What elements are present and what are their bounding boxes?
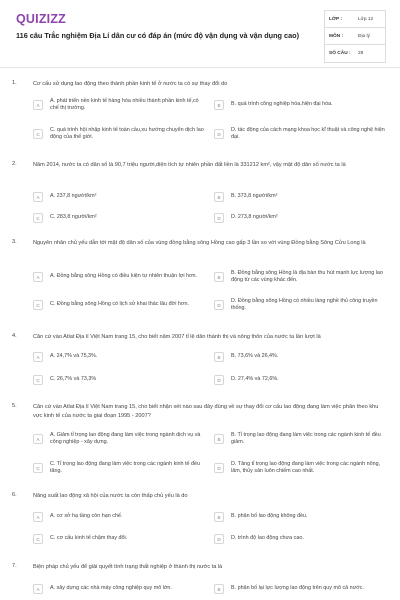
option-c[interactable] xyxy=(33,457,208,479)
option-letter: B xyxy=(214,272,224,282)
option-c[interactable] xyxy=(33,123,208,145)
option-letter: B xyxy=(214,192,224,202)
meta-row-subject xyxy=(325,28,385,45)
option-letter: B xyxy=(214,352,224,362)
option-text: D. trình độ lao động chưa cao. xyxy=(231,535,304,542)
option-text: C. cơ cấu kinh tế chậm thay đổi. xyxy=(50,535,128,542)
option-b[interactable] xyxy=(214,186,389,208)
option-b[interactable] xyxy=(214,578,389,600)
option-text: B. 73,6% và 26,4%. xyxy=(231,353,279,360)
question-text: Biện pháp chủ yếu để giải quyết tình trạng thất nghiệp ở thành thị nước ta là xyxy=(33,564,223,570)
option-a[interactable] xyxy=(33,94,208,116)
option-text: C. 26,7% và 73,3% xyxy=(50,376,97,383)
meta-row-class xyxy=(325,11,385,28)
option-c[interactable] xyxy=(33,369,208,391)
option-a[interactable] xyxy=(33,346,208,368)
meta-value: Địa lý xyxy=(358,33,370,39)
option-b[interactable] xyxy=(214,428,389,450)
meta-row-count xyxy=(325,45,385,62)
option-a[interactable] xyxy=(33,506,208,528)
option-letter: C xyxy=(33,463,43,473)
option-d[interactable] xyxy=(214,528,389,550)
option-text: B. Đồng bằng sông Hồng là địa bàn thu hút mạnh lực lượng lao động từ các vùng khác đến. xyxy=(231,269,383,283)
question-text: Năng suất lao động xã hội của nước ta còn thấp chủ yếu là do xyxy=(33,493,188,499)
option-text: B. phân bố lại lực lượng lao động trên quy mô cả nước. xyxy=(231,585,364,592)
option-letter: D xyxy=(214,534,224,544)
option-letter: A xyxy=(33,352,43,362)
option-letter: A xyxy=(33,192,43,202)
option-text: A. Đồng bằng sông Hồng có điều kiện tự nhiên thuận lợi hơn. xyxy=(50,273,198,280)
option-letter: B xyxy=(214,584,224,594)
option-text: A. 24,7% và 75,3%. xyxy=(50,353,98,360)
question-number: 2. xyxy=(12,161,17,167)
meta-value: Lớp 12 xyxy=(358,16,374,22)
page-header xyxy=(0,0,400,64)
option-b[interactable] xyxy=(214,346,389,368)
option-letter: D xyxy=(214,463,224,473)
quizizz-logo: QUIZIZZ xyxy=(16,12,67,26)
option-text: D. 273,8 người/km² xyxy=(231,214,278,221)
option-text: D. Tăng tỉ trọng lao động đang làm việc trong các ngành nông, lâm, thủy sản luôn chiếm cao nhất. xyxy=(231,460,381,474)
question-number: 4. xyxy=(12,333,17,339)
meta-table xyxy=(324,10,386,63)
option-letter: D xyxy=(214,300,224,310)
option-a[interactable] xyxy=(33,578,208,600)
option-letter: C xyxy=(33,375,43,385)
option-letter: D xyxy=(214,213,224,223)
question-text: Năm 2014, nước ta có dân số là 90,7 triệu người,diện tích tự nhiên phần đất liền là 331212 km², vậy mật độ dân số nước ta là xyxy=(33,162,346,168)
option-text: A. cơ sở hạ tầng còn hạn chế. xyxy=(50,513,123,520)
option-d[interactable] xyxy=(214,207,389,229)
question-text: Cơ cấu sử dụng lao động theo thành phần kinh tế ở nước ta có sự thay đổi do xyxy=(33,81,228,87)
option-letter: A xyxy=(33,584,43,594)
option-b[interactable] xyxy=(214,94,389,116)
option-d[interactable] xyxy=(214,294,389,316)
option-d[interactable] xyxy=(214,123,389,145)
option-a[interactable] xyxy=(33,186,208,208)
meta-label: SỐ CÂU : xyxy=(329,51,351,56)
option-a[interactable] xyxy=(33,266,208,288)
option-letter: B xyxy=(214,434,224,444)
option-c[interactable] xyxy=(33,528,208,550)
option-letter: B xyxy=(214,100,224,110)
option-letter: D xyxy=(214,375,224,385)
option-letter: A xyxy=(33,100,43,110)
option-text: B. Tỉ trọng lao động đang làm việc trong các ngành kinh tế đều giảm. xyxy=(231,431,381,445)
option-text: C. 283,8 người/km² xyxy=(50,214,97,221)
question-number: 3. xyxy=(12,239,17,245)
question-text: Căn cứ vào Atlat Địa lí Việt Nam trang 15, cho biết nhận xét nào sau đây đúng về sự thay đổi cơ cấu lao động đang làm việc phân theo khu vực kinh tế của nước ta giai đoạn 1995 - 2007? xyxy=(33,404,379,419)
option-text: C. Tỉ trọng lao động đang làm việc trong các ngành kinh tế đều tăng. xyxy=(50,460,201,474)
option-letter: C xyxy=(33,129,43,139)
page-title: 116 câu Trắc nghiệm Địa Lí dân cư có đáp án (mức độ vận dụng và vận dụng cao) xyxy=(16,31,300,40)
option-letter: A xyxy=(33,512,43,522)
option-b[interactable] xyxy=(214,266,389,288)
option-a[interactable] xyxy=(33,428,208,450)
option-text: B. quá trình công nghiệp hóa,hiện đại hóa. xyxy=(231,101,333,108)
option-letter: A xyxy=(33,272,43,282)
meta-value: 28 xyxy=(358,51,364,56)
option-letter: A xyxy=(33,434,43,444)
option-text: A. phát triển nền kinh tế hàng hóa nhiều thành phần kinh tế,có chế thị trường. xyxy=(50,97,199,111)
option-text: D. Đồng bằng sông Hồng có nhiều làng nghề thủ công truyền thống. xyxy=(231,297,378,311)
question-number: 6. xyxy=(12,492,17,498)
option-letter: C xyxy=(33,213,43,223)
option-text: C. quá trình hội nhập kinh tế toàn cầu,xu hướng chuyển dịch lao động của thế giới. xyxy=(50,126,204,140)
meta-label: MÔN : xyxy=(329,33,344,39)
option-text: A. xây dựng các nhà máy công nghiệp quy mô lớn. xyxy=(50,585,172,592)
question-text: Nguyên nhân chủ yếu dẫn tới mật độ dân số của vùng đồng bằng sông Hồng cao gấp 3 lần so với vùng Đồng bằng Sông Cửu Long là xyxy=(33,240,366,246)
question-number: 5. xyxy=(12,403,17,409)
option-text: A. 237,8 người/km² xyxy=(50,193,97,200)
question-text: Căn cứ vào Atlat Địa lí Việt Nam trang 15, cho biết năm 2007 tỉ lệ dân thành thị và nông thôn của nước ta lần lượt là xyxy=(33,334,321,340)
option-b[interactable] xyxy=(214,506,389,528)
question-number: 7. xyxy=(12,563,17,569)
meta-label: LỚP : xyxy=(329,16,343,22)
option-c[interactable] xyxy=(33,207,208,229)
option-text: A. Giảm tỉ trọng lao động đang làm việc trong ngành dịch vụ và công nghiệp - xây dựng. xyxy=(50,431,201,445)
option-letter: C xyxy=(33,534,43,544)
option-text: B. 373,8 người/km² xyxy=(231,193,278,200)
question-number: 1. xyxy=(12,80,17,86)
option-text: C. Đồng bằng sông Hồng có lịch sử khai thác lâu đời hơn. xyxy=(50,301,189,308)
option-text: D. tác động của cách mạng khoa học kĩ thuật và công nghệ hiện đại. xyxy=(231,126,385,140)
option-letter: B xyxy=(214,512,224,522)
option-d[interactable] xyxy=(214,369,389,391)
option-text: D. 27,4% và 72,6%. xyxy=(231,376,279,383)
option-letter: D xyxy=(214,129,224,139)
option-c[interactable] xyxy=(33,294,208,316)
option-d[interactable] xyxy=(214,457,389,479)
option-text: B. phân bố lao động không đều. xyxy=(231,513,308,520)
header-divider xyxy=(0,67,400,68)
option-letter: C xyxy=(33,300,43,310)
